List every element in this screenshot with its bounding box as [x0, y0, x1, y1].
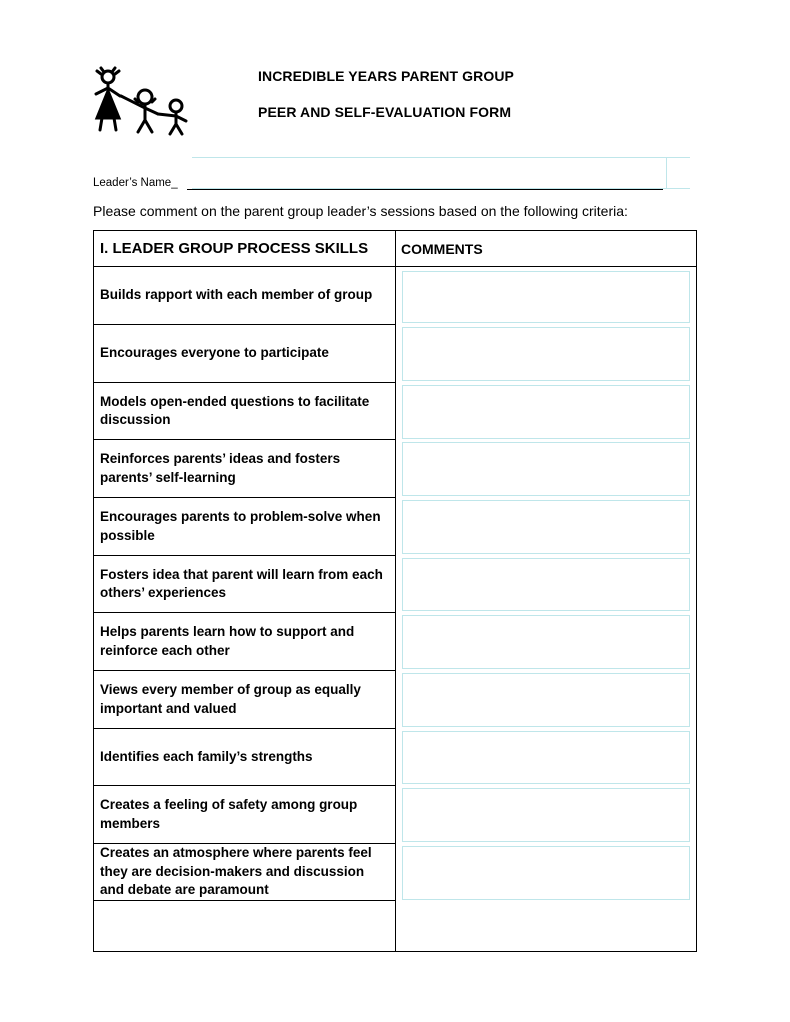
criterion-text: Views every member of group as equally important and valued [100, 682, 361, 716]
table-row [94, 613, 396, 671]
table-row [94, 844, 396, 901]
family-logo-icon [88, 66, 198, 138]
comment-field[interactable] [402, 442, 690, 496]
leader-name-underline [187, 189, 663, 190]
criterion-text: Models open-ended questions to facilitate discussion [100, 393, 370, 427]
table-row [94, 325, 396, 383]
leader-name-label: Leader’s Name_ [93, 177, 178, 189]
criterion-text: Builds rapport with each member of group [100, 287, 373, 303]
criterion-text: Identifies each family’s strengths [100, 748, 313, 764]
criterion-text: Helps parents learn how to support and reinforce each other [100, 624, 355, 658]
comment-field[interactable] [402, 271, 690, 323]
criterion-text: Fosters idea that parent will learn from each others’ experiences [100, 566, 383, 600]
comment-field[interactable] [402, 385, 690, 439]
evaluation-table [93, 230, 697, 952]
criterion-text: Encourages parents to problem-solve when possible [100, 509, 381, 543]
table-row [94, 671, 396, 729]
criterion-text: Encourages everyone to participate [100, 345, 329, 361]
table-row [94, 383, 396, 440]
comment-field[interactable] [402, 558, 690, 611]
criterion-text: Creates an atmosphere where parents feel they are decision-makers and discussion and debate are paramount [100, 845, 372, 898]
leader-name-field[interactable] [192, 157, 690, 189]
comments-column-header: COMMENTS [395, 231, 697, 267]
table-row [94, 729, 396, 786]
table-row [94, 901, 396, 952]
form-title-line1: INCREDIBLE YEARS PARENT GROUP [258, 68, 514, 84]
instructions-text: Please comment on the parent group leader’s sessions based on the following criteria: [93, 203, 628, 219]
table-row [94, 786, 396, 844]
comment-field[interactable] [402, 731, 690, 784]
comment-field[interactable] [402, 846, 690, 900]
criterion-text: Reinforces parents’ ideas and fosters parents’ self-learning [100, 451, 341, 485]
criterion-text: Creates a feeling of safety among group members [100, 797, 358, 831]
table-row [94, 498, 396, 556]
skills-column-header: I. LEADER GROUP PROCESS SKILLS [94, 231, 395, 267]
comment-field[interactable] [402, 673, 690, 727]
comment-field[interactable] [402, 327, 690, 381]
table-row [94, 267, 396, 325]
comment-field[interactable] [402, 615, 690, 669]
table-row [94, 556, 396, 613]
comment-field[interactable] [402, 788, 690, 842]
comment-field[interactable] [402, 500, 690, 554]
table-row [94, 440, 396, 498]
form-title-line2: PEER AND SELF-EVALUATION FORM [258, 104, 512, 120]
